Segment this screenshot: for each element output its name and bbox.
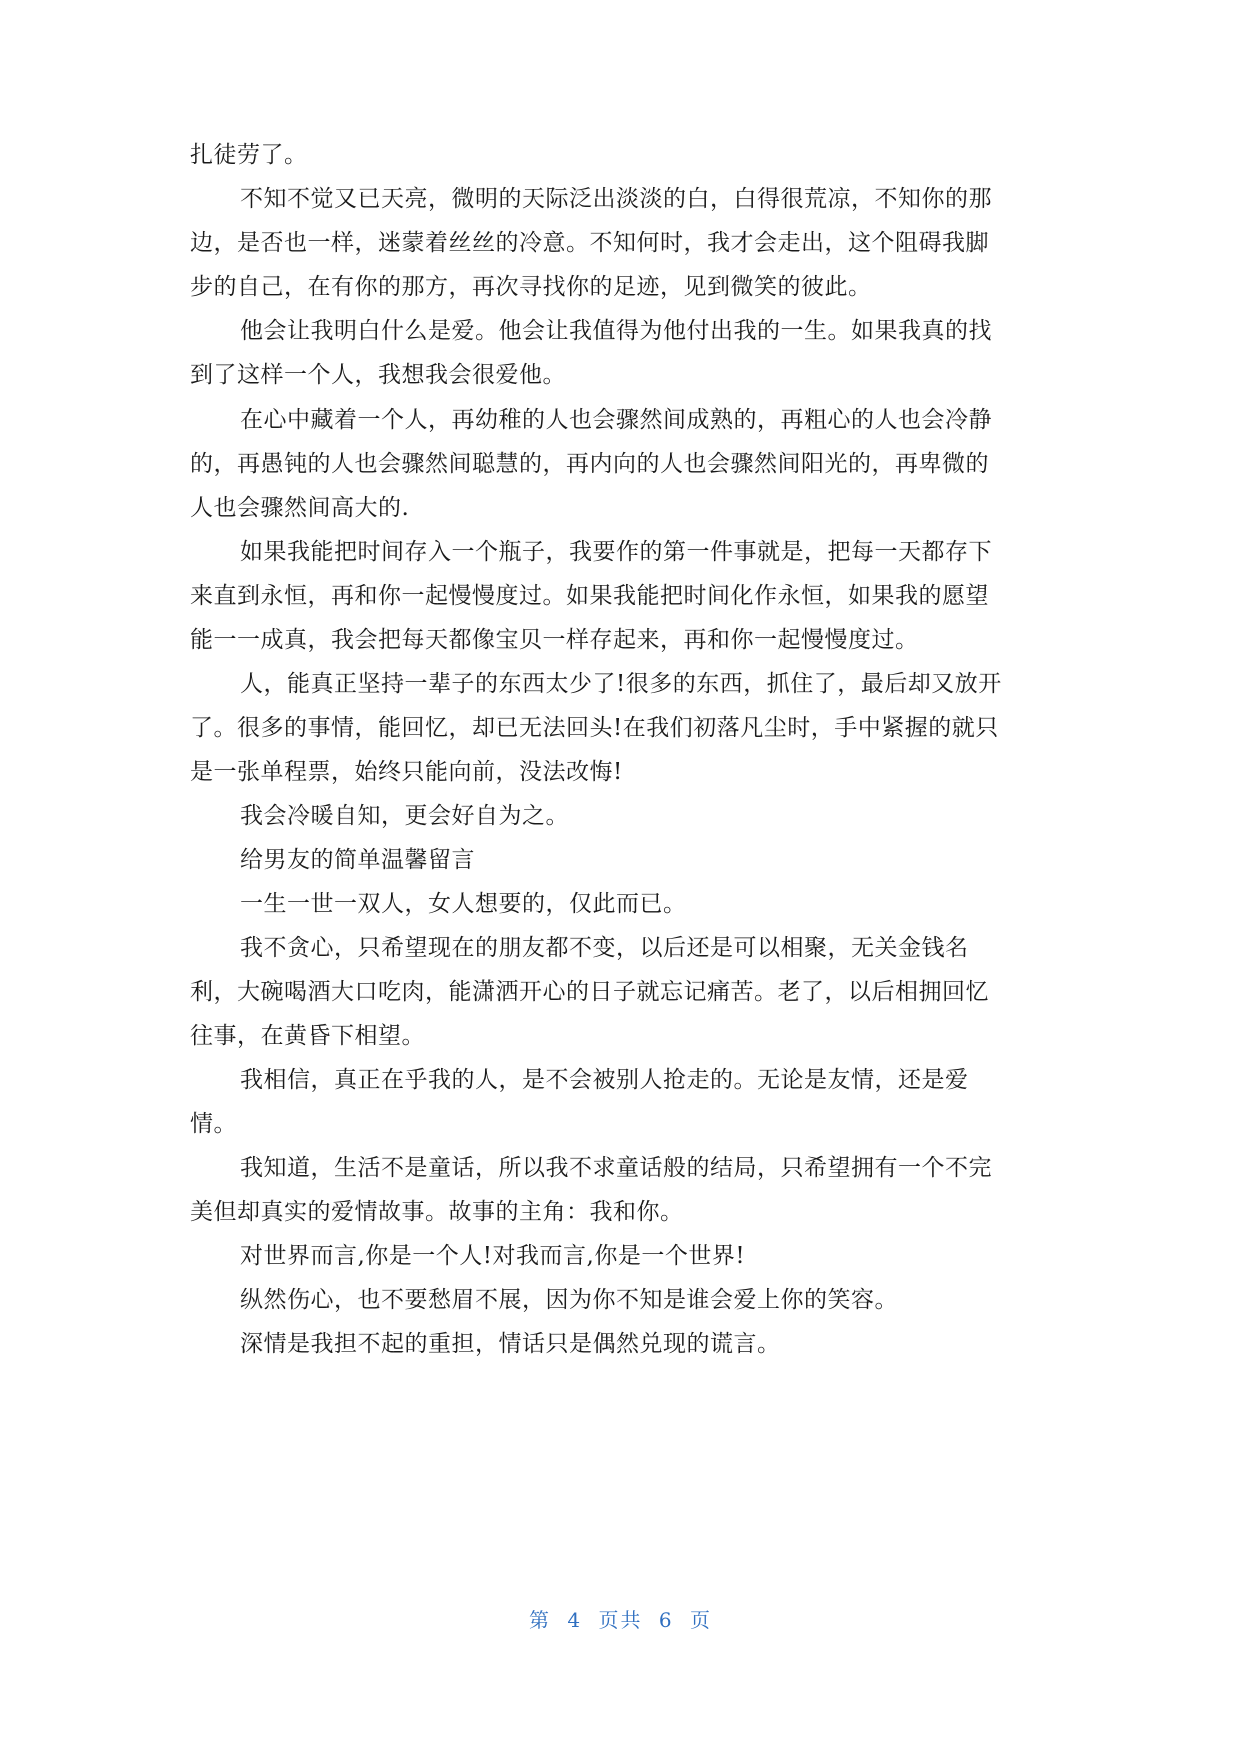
text-line: 我相信，真正在乎我的人，是不会被别人抢走的。无论是友情，还是爱 (240, 1067, 969, 1093)
text-line: 深情是我担不起的重担，情话只是偶然兑现的谎言。 (240, 1331, 781, 1357)
text-line: 能一一成真，我会把每天都像宝贝一样存起来，再和你一起慢慢度过。 (190, 627, 919, 653)
text-line: 到了这样一个人，我想我会很爱他。 (190, 362, 566, 388)
text-line: 纵然伤心，也不要愁眉不展，因为你不知是谁会爱上你的笑容。 (240, 1287, 898, 1313)
text-line: 边，是否也一样，迷蒙着丝丝的冷意。不知何时，我才会走出，这个阻碍我脚 (190, 230, 989, 256)
footer-suffix: 页 (689, 1608, 712, 1632)
section-heading: 给男友的简单温馨留言 (240, 847, 475, 873)
text-line: 我会冷暖自知，更会好自为之。 (240, 803, 569, 829)
text-line: 往事，在黄昏下相望。 (190, 1023, 425, 1049)
text-line: 不知不觉又已天亮，微明的天际泛出淡淡的白，白得很荒凉，不知你的那 (240, 186, 992, 212)
text-line: 扎徒劳了。 (190, 142, 308, 168)
total-page-count: 6 (658, 1608, 674, 1632)
text-line: 情。 (190, 1111, 237, 1137)
text-line: 的，再愚钝的人也会骤然间聪慧的，再内向的人也会骤然间阳光的，再卑微的 (190, 451, 989, 477)
text-line: 美但却真实的爱情故事。故事的主角：我和你。 (190, 1199, 684, 1225)
text-line: 利，大碗喝酒大口吃肉，能潇洒开心的日子就忘记痛苦。老了，以后相拥回忆 (190, 979, 989, 1005)
text-line: 人也会骤然间高大的. (190, 495, 410, 521)
footer-middle: 页共 (598, 1608, 643, 1632)
text-line: 如果我能把时间存入一个瓶子，我要作的第一件事就是，把每一天都存下 (240, 539, 992, 565)
text-line: 了。很多的事情，能回忆，却已无法回头!在我们初落凡尘时，手中紧握的就只 (190, 715, 999, 741)
text-line: 在心中藏着一个人，再幼稚的人也会骤然间成熟的，再粗心的人也会冷静 (240, 407, 992, 433)
text-line: 我知道，生活不是童话，所以我不求童话般的结局，只希望拥有一个不完 (240, 1155, 992, 1181)
page-footer (0, 1604, 1241, 1633)
text-line: 他会让我明白什么是爱。他会让我值得为他付出我的一生。如果我真的找 (240, 318, 992, 344)
current-page-number: 4 (567, 1608, 583, 1632)
text-line: 来直到永恒，再和你一起慢慢度过。如果我能把时间化作永恒，如果我的愿望 (190, 583, 989, 609)
text-line: 人，能真正坚持一辈子的东西太少了!很多的东西，抓住了，最后却又放开 (240, 671, 1002, 697)
text-line: 一生一世一双人，女人想要的，仅此而已。 (240, 891, 687, 917)
text-line: 步的自己，在有你的那方，再次寻找你的足迹，见到微笑的彼此。 (190, 274, 872, 300)
text-line: 是一张单程票，始终只能向前，没法改悔! (190, 759, 623, 785)
footer-prefix: 第 (529, 1608, 552, 1632)
text-line: 我不贪心，只希望现在的朋友都不变，以后还是可以相聚，无关金钱名 (240, 935, 969, 961)
text-line: 对世界而言,你是一个人!对我而言,你是一个世界! (240, 1243, 746, 1269)
